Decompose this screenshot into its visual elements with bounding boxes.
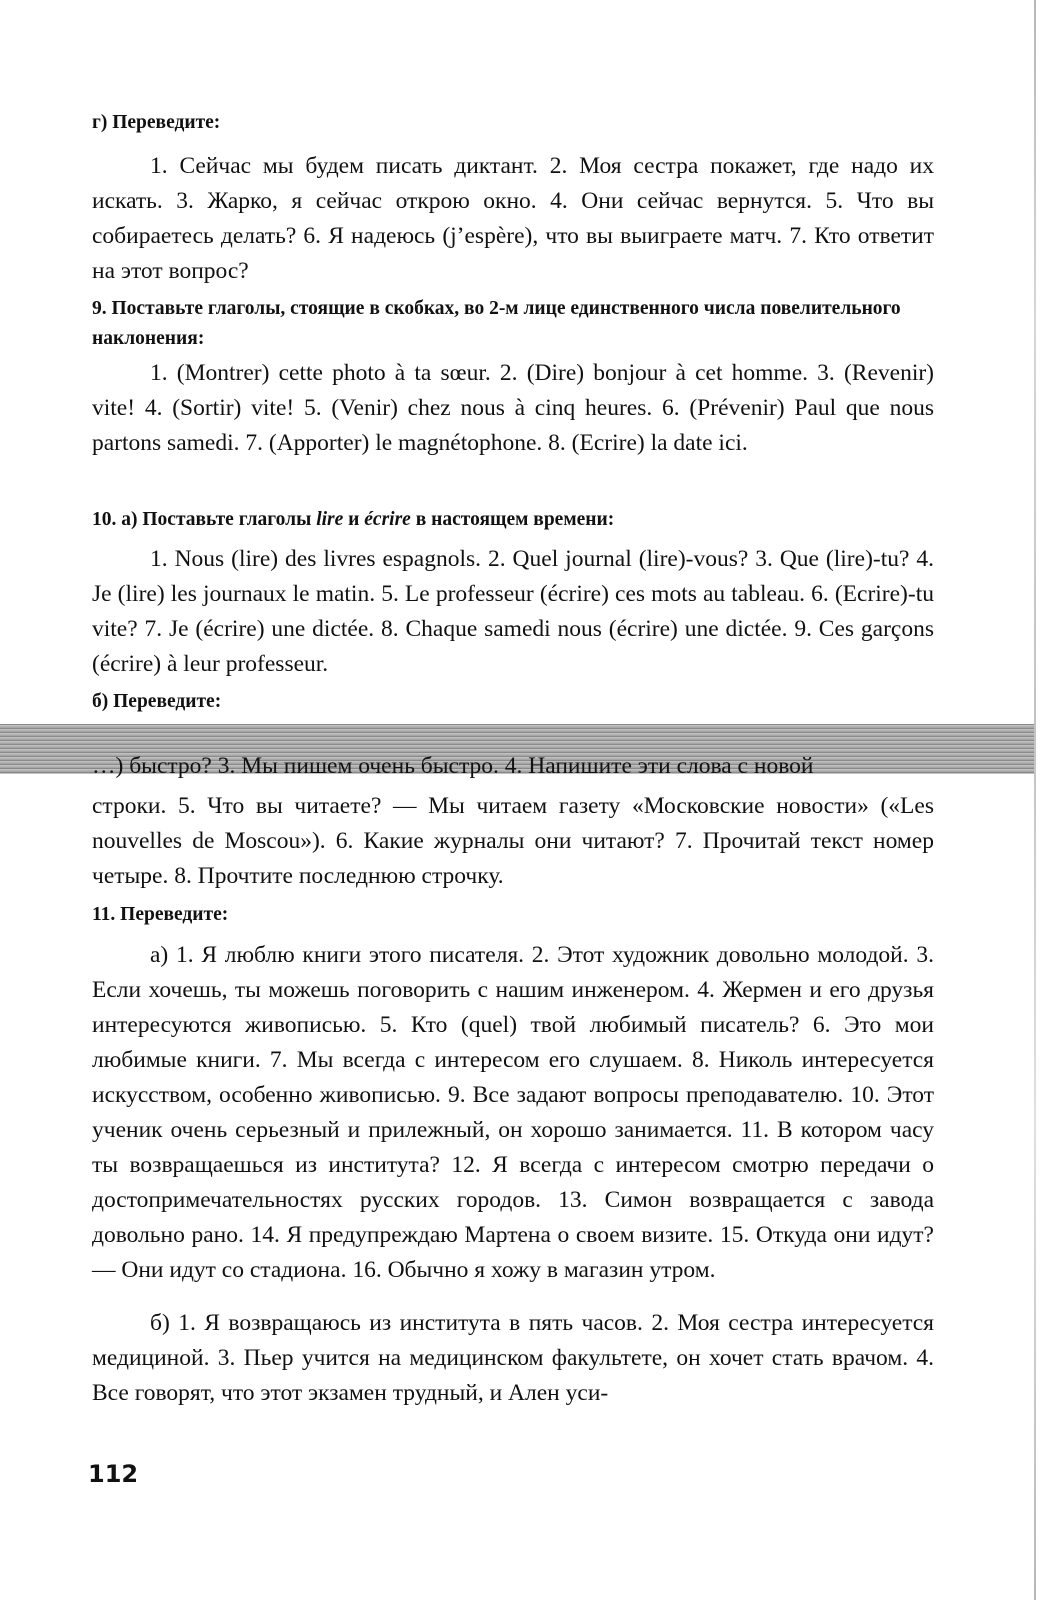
exercise-11-a-text <box>92 938 934 1288</box>
exercise-10-heading-and: и <box>343 509 365 530</box>
section-g-text: 1. Сейчас мы будем писать диктант. 2. Моя сестра покажет, где надо их искать. 3. Жарко, я сейчас открою окно. 4. Они сейчас вернутся. 5. Что вы собираетесь делать? 6. Я надеюсь (j’espère), что вы выиграете матч. 7. Кто ответит на этот вопрос? <box>92 153 934 284</box>
verb-ecrire: écrire <box>364 509 411 530</box>
section-b-text: строки. 5. Что вы читаете? — Мы читаем газету «Московские новости» («Les nouvelles de Moscou»). 6. Какие журналы они читают? 7. Прочитай текст номер четыре. 8. Прочтите последнюю строчку. <box>92 793 934 889</box>
exercise-11-b-body: 1. Я возвращаюсь из института в пять часов. 2. Моя сестра интересуется медициной. 3. Пьер учится на медицинском факультете, он хочет стать врачом. 4. Все говорят, что этот экзамен трудный, и Ален уси- <box>92 1310 934 1406</box>
exercise-11-a-label: а) <box>150 942 169 968</box>
exercise-9-heading: 9. Поставьте глаголы, стоящие в скобках, во 2-м лице единственного числа повелительного наклонения: <box>92 298 901 349</box>
page-number: 112 <box>88 1460 139 1488</box>
page-edge-shadow <box>1034 0 1036 1600</box>
exercise-11-b-text <box>92 1306 934 1411</box>
exercise-11-b-label: б) <box>150 1310 170 1336</box>
exercise-11-a-body: 1. Я люблю книги этого писателя. 2. Этот художник довольно молодой. 3. Если хочешь, ты можешь поговорить с нашим инженером. 4. Жермен и его друзья интересуются живописью. 5. Кто (quel) твой любимый писатель? 6. Это мои любимые книги. 7. Мы всегда с интересом его слушаем. 8. Николь интересуется искусством, особенно живописью. 9. Все задают вопросы преподавателю. 10. Этот ученик очень серьезный и прилежный, он хорошо занимается. 11. В котором часу ты возвращаешься из института? 12. Я всегда с интересом смотрю передачи о достопримечательностях русских городов. 13. Симон возвращается с завода довольно рано. 14. Я предупреждаю Мартена о своем визите. 15. Откуда они идут? — Они идут со стадиона. 16. Обычно я хожу в магазин утром. <box>92 942 934 1283</box>
exercise-10-heading <box>92 505 934 535</box>
exercise-11-heading: 11. Переведите: <box>92 904 229 925</box>
exercise-9-text: 1. (Montrer) cette photo à ta sœur. 2. (Dire) bonjour à cet homme. 3. (Revenir) vite! 4. (Sortir) vite! 5. (Venir) chez nous à cinq heures. 6. (Prévenir) Paul que nous partons samedi. 7. (Apporter) le magnétophone. 8. (Ecrire) la date ici. <box>92 360 934 456</box>
exercise-10-heading-part1: 10. а) Поставьте глаголы <box>92 509 317 530</box>
verb-lire: lire <box>316 509 344 530</box>
section-b-cut-line: …) быстро? 3. Мы пишем очень быстро. 4. Напишите эти слова с новой <box>92 753 814 779</box>
section-g-heading: г) Переведите: <box>92 112 221 133</box>
section-b-heading: б) Переведите: <box>92 691 222 712</box>
exercise-10-text: 1. Nous (lire) des livres espagnols. 2. Quel journal (lire)-vous? 3. Que (lire)-tu? 4. Je (lire) les journaux le matin. 5. Le professeur (écrire) ces mots au tableau. 6. (Ecrire)-tu vite? 7. Je (écrire) une dictée. 8. Chaque samedi nous (écrire) une dictée. 9. Ces garçons (écrire) à leur professeur. <box>92 546 934 677</box>
exercise-10-heading-part2: в настоящем времени: <box>410 509 615 530</box>
